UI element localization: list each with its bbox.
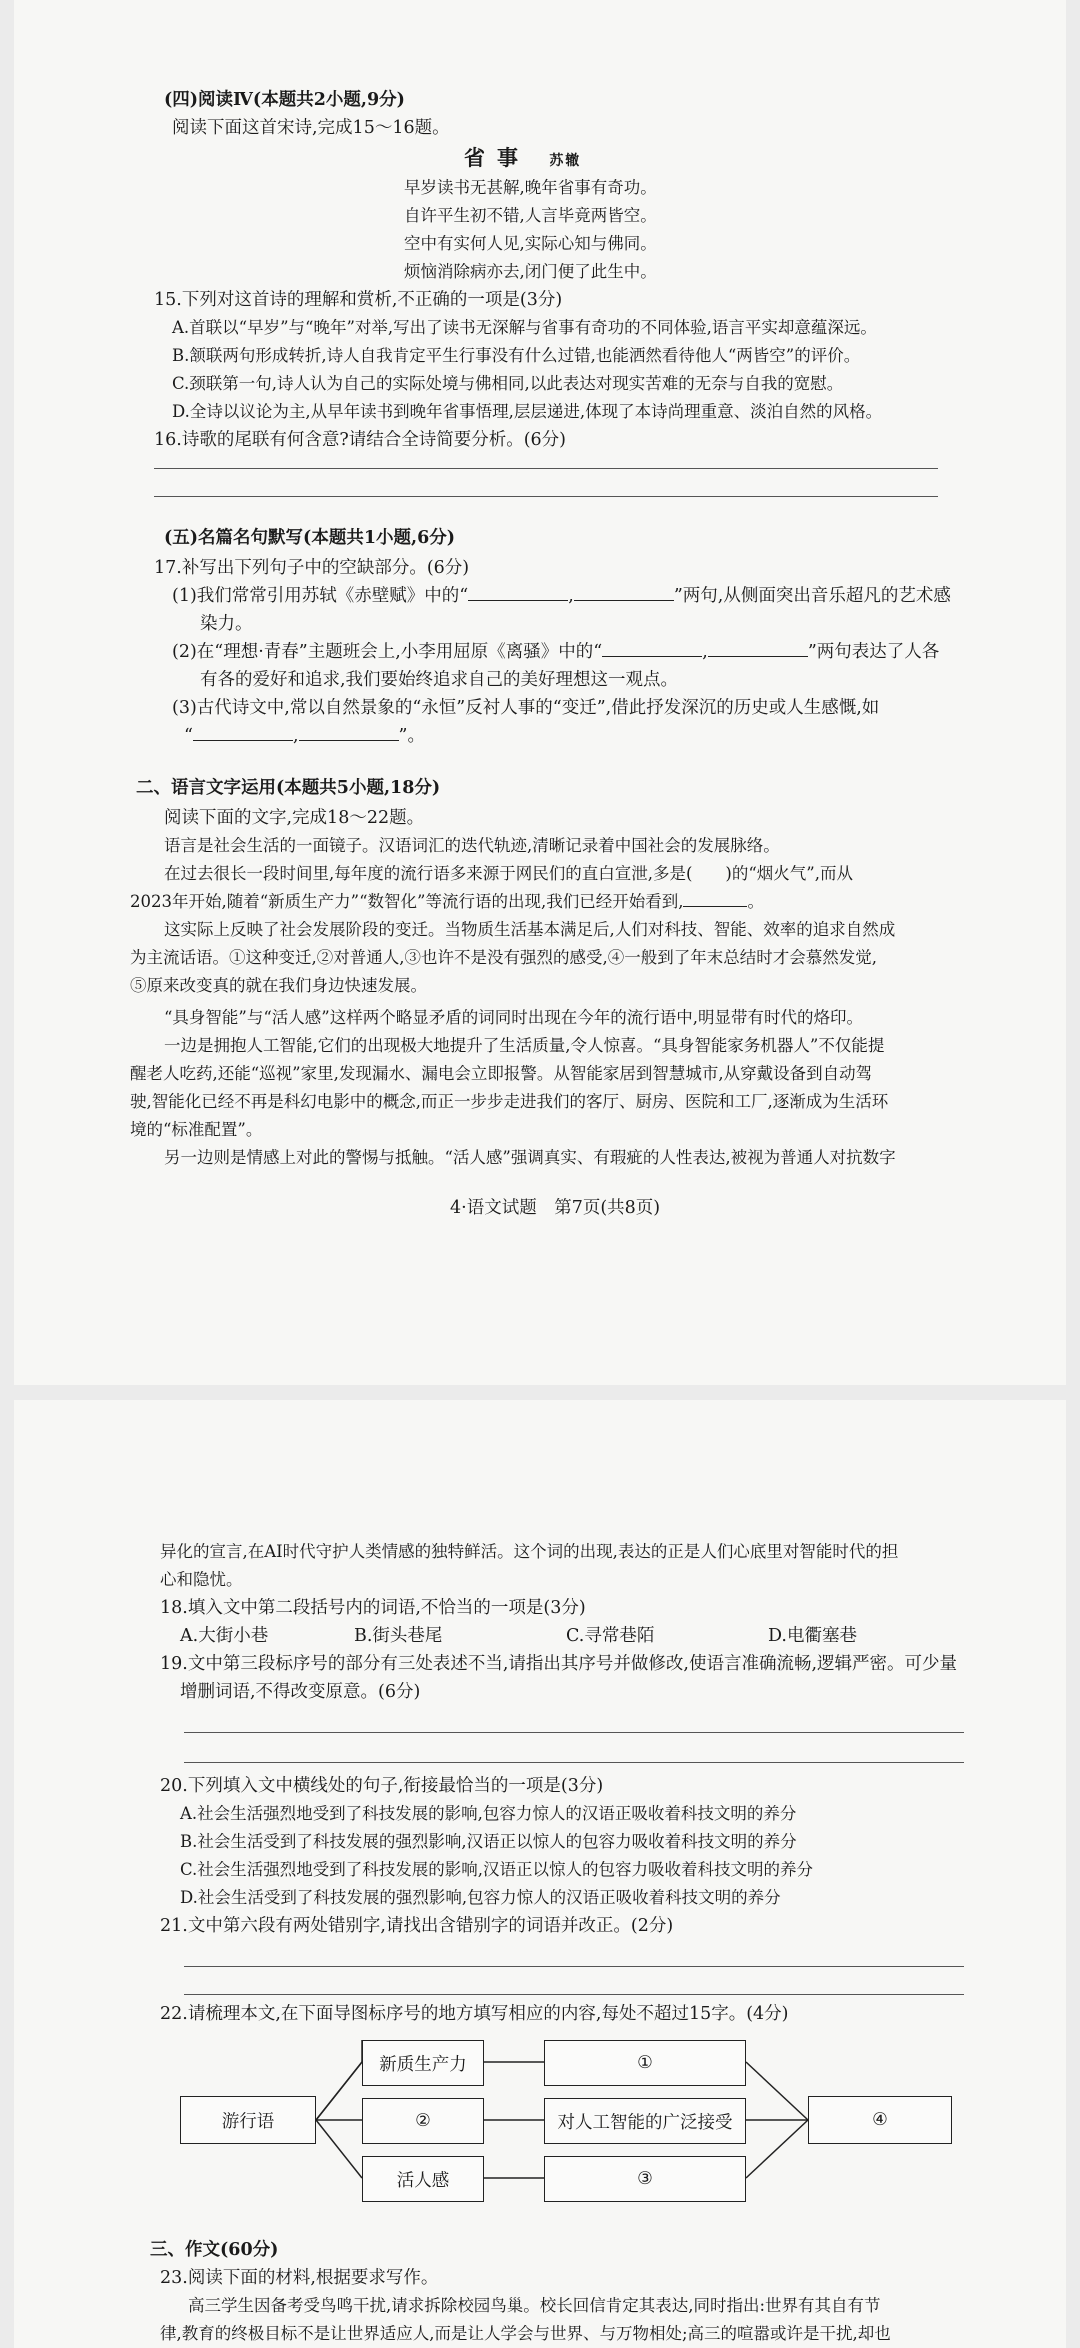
question-23: 23.阅读下面的材料,根据要求写作。 [160, 2268, 439, 2288]
passage-line: 醒老人吃药,还能“巡视”家里,发现漏水、漏电会立即报警。从智能家居到智慧城市,从穿戴设备到自动驾 [130, 1064, 873, 1083]
passage-line: 境的“标准配置”。 [130, 1120, 263, 1139]
q17-item-1-cont: 染力。 [200, 614, 253, 634]
essay-material-line: 律,教育的终极目标不是让世界适应人,而是让人学会与世界、与万物相处;高三的喧嚣或许是干扰,却也 [160, 2324, 891, 2343]
q20-option-d: D.社会生活受到了科技发展的强烈影响,包容力惊人的汉语正吸收着科技文明的养分 [180, 1888, 781, 1907]
q15-option-b: B.颔联两句形成转折,诗人自我肯定平生行事没有什么过错,也能洒然看待他人“两皆空”的评价。 [172, 346, 861, 365]
diagram-connectors [14, 1400, 1066, 2348]
diagram-top-left-box: 新质生产力 [362, 2040, 484, 2086]
q20-option-a: A.社会生活强烈地受到了科技发展的影响,包容力惊人的汉语正吸收着科技文明的养分 [180, 1804, 797, 1823]
q20-option-c: C.社会生活强烈地受到了科技发展的影响,汉语正以惊人的包容力吸收着科技文明的养分 [180, 1860, 814, 1879]
answer-line [154, 468, 938, 469]
part-2-header: 二、语言文字运用(本题共5小题,18分) [136, 778, 441, 798]
question-19: 19.文中第三段标序号的部分有三处表述不当,请指出其序号并做修改,使语言准确流畅,逻辑严密。可少量 [160, 1654, 958, 1674]
page-footer: 4·语文试题 第7页(共8页) [450, 1198, 661, 1218]
passage-line: 为主流话语。①这种变迁,②对普通人,③也许不是没有强烈的感受,④一般到了年末总结时才会慕然发觉, [130, 948, 877, 967]
passage-line: 一边是拥抱人工智能,它们的出现极大地提升了生活质量,令人惊喜。“具身智能家务机器人”不仅能提 [164, 1036, 885, 1055]
question-17: 17.补写出下列句子中的空缺部分。(6分) [154, 558, 470, 578]
q17-item-2: (2)在“理想·青春”主题班会上,小李用屈原《离骚》中的“ , ”两句表达了人各 [172, 642, 940, 662]
part-3-header: 三、作文(60分) [150, 2240, 279, 2260]
answer-line [154, 496, 938, 497]
passage-line: 语言是社会生活的一面镜子。汉语词汇的迭代轨迹,清晰记录着中国社会的发展脉络。 [164, 836, 780, 855]
question-20: 20.下列填入文中横线处的句子,衔接最恰当的一项是(3分) [160, 1776, 604, 1796]
question-22: 22.请梳理本文,在下面导图标序号的地方填写相应的内容,每处不超过15字。(4分) [160, 2004, 789, 2024]
passage-line: ⑤原来改变真的就在我们身边快速发展。 [130, 976, 427, 995]
essay-material-line: 高三学生因备考受鸟鸣干扰,请求拆除校园鸟巢。校长回信肯定其表达,同时指出:世界有其自有节 [188, 2296, 881, 2315]
exam-page-7 [14, 0, 1066, 1385]
q17-item-1: (1)我们常常引用苏轼《赤壁赋》中的“ , ”两句,从侧面突出音乐超凡的艺术感 [172, 586, 951, 606]
passage-line: 异化的宣言,在AI时代守护人类情感的独特鲜活。这个词的出现,表达的正是人们心底里对智能时代的担 [160, 1542, 899, 1561]
poem-author: 苏辙 [549, 153, 582, 169]
q17-item-3: (3)古代诗文中,常以自然景象的“永恒”反衬人事的“变迁”,借此抒发深沉的历史或人生感慨,如 [172, 698, 880, 718]
question-21: 21.文中第六段有两处错别字,请找出含错别字的词语并改正。(2分) [160, 1916, 674, 1936]
q15-option-c: C.颈联第一句,诗人认为自己的实际处境与佛相同,以此表达对现实苦难的无奈与自我的宽慰。 [172, 374, 844, 393]
passage-line: 心和隐忧。 [160, 1570, 243, 1589]
diagram-root-box: 游行语 [180, 2096, 316, 2144]
q17-item-3-cont: “ , ”。 [184, 726, 425, 746]
question-18: 18.填入文中第二段括号内的词语,不恰当的一项是(3分) [160, 1598, 586, 1618]
diagram-end-box: ④ [808, 2096, 952, 2144]
poem-line: 烦恼消除病亦去,闭门便了此生中。 [404, 262, 657, 281]
q18-option-b: B.街头巷尾 [354, 1626, 443, 1646]
passage-line: 在过去很长一段时间里,每年度的流行语多来源于网民们的直白宣泄,多是( )的“烟火气”,而从 [164, 864, 853, 883]
q18-option-d: D.电衢塞巷 [768, 1626, 857, 1646]
diagram-top-right-box: ① [544, 2040, 746, 2086]
exam-page-8 [14, 1400, 1066, 2348]
q15-option-d: D.全诗以议论为主,从早年读书到晚年省事悟理,层层递进,体现了本诗尚理重意、淡泊自然的风格。 [172, 402, 883, 421]
question-19-cont: 增删词语,不得改变原意。(6分) [180, 1682, 421, 1702]
passage-line: 另一边则是情感上对此的警惕与抵触。“活人感”强调真实、有瑕疵的人性表达,被视为普通人对抗数字 [164, 1148, 896, 1167]
poem-line: 早岁读书无甚解,晚年省事有奇功。 [404, 178, 657, 197]
q18-option-a: A.大街小巷 [180, 1626, 269, 1646]
q20-option-b: B.社会生活受到了科技发展的强烈影响,汉语正以惊人的包容力吸收着科技文明的养分 [180, 1832, 797, 1851]
question-16: 16.诗歌的尾联有何含意?请结合全诗简要分析。(6分) [154, 430, 567, 450]
q17-item-2-cont: 有各的爱好和追求,我们要始终追求自己的美好理想这一观点。 [200, 670, 679, 690]
poem-title: 省事 苏辙 [464, 145, 582, 170]
diagram-bot-left-box: 活人感 [362, 2156, 484, 2202]
diagram-mid-left-box: ② [362, 2098, 484, 2144]
section-4-header: (四)阅读Ⅳ(本题共2小题,9分) [164, 90, 405, 110]
part-2-intro: 阅读下面的文字,完成18～22题。 [164, 808, 425, 828]
q18-option-c: C.寻常巷陌 [566, 1626, 655, 1646]
passage-line: 驶,智能化已经不再是科幻电影中的概念,而正一步步走进我们的客厅、厨房、医院和工厂,逐渐成为生活环 [130, 1092, 889, 1111]
q15-option-a: A.首联以“早岁”与“晚年”对举,写出了读书无深解与省事有奇功的不同体验,语言平实却意蕴深远。 [172, 318, 877, 337]
question-15: 15.下列对这首诗的理解和赏析,不正确的一项是(3分) [154, 290, 563, 310]
poem-line: 空中有实何人见,实际心知与佛同。 [404, 234, 657, 253]
diagram-bot-right-box: ③ [544, 2156, 746, 2202]
section-4-intro: 阅读下面这首宋诗,完成15～16题。 [172, 118, 450, 138]
section-5-header: (五)名篇名句默写(本题共1小题,6分) [164, 528, 456, 548]
poem-line: 自许平生初不错,人言毕竟两皆空。 [404, 206, 657, 225]
passage-line: “具身智能”与“活人感”这样两个略显矛盾的词同时出现在今年的流行语中,明显带有时代的烙印。 [164, 1008, 863, 1027]
diagram-mid-right-box: 对人工智能的广泛接受 [544, 2098, 746, 2144]
passage-line: 这实际上反映了社会发展阶段的变迁。当物质生活基本满足后,人们对科技、智能、效率的追求自然成 [164, 920, 896, 939]
passage-line: 2023年开始,随着“新质生产力”“数智化”等流行语的出现,我们已经开始看到, 。 [130, 892, 764, 911]
